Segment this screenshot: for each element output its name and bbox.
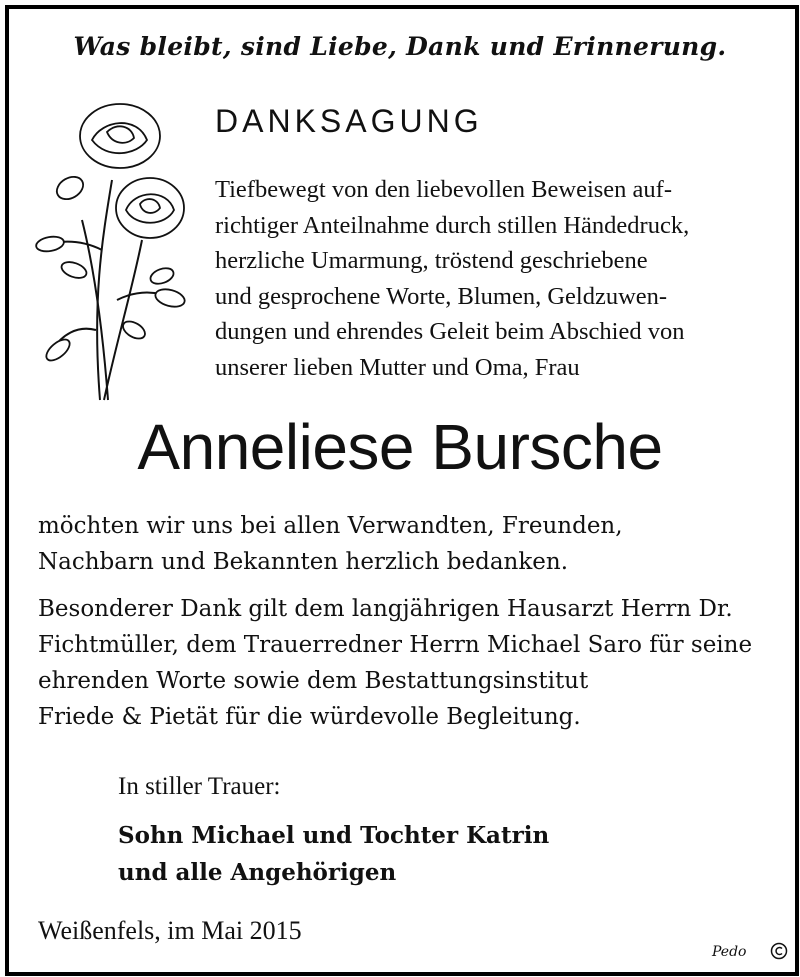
deceased-name: Anneliese Bursche — [137, 411, 663, 483]
paragraph-line: ehrenden Worte sowie dem Bestattungsinstitut — [38, 668, 589, 694]
intro-line: herzliche Umarmung, tröstend geschriebene — [215, 247, 648, 274]
designer-signature: Pedo — [712, 944, 747, 960]
copyright-icon — [770, 942, 788, 960]
place-date: Weißenfels, im Mai 2015 — [38, 916, 302, 945]
heading: DANKSAGUNG — [215, 103, 483, 139]
intro-line: und gesprochene Worte, Blumen, Geldzuwen- — [215, 282, 668, 310]
special-thanks-paragraph — [38, 591, 752, 735]
intro-line: richtiger Anteilnahme durch stillen Händedruck, — [215, 211, 690, 239]
paragraph-line: Besonderer Dank gilt dem langjährigen Hausarzt Herrn Dr. — [38, 596, 733, 622]
intro-text — [215, 172, 775, 385]
mourning-label: In stiller Trauer: — [118, 773, 281, 800]
thanks-paragraph — [38, 508, 623, 580]
intro-line: Tiefbewegt von den liebevollen Beweisen auf- — [215, 176, 672, 203]
paragraph-line: Nachbarn und Bekannten herzlich bedanken. — [38, 549, 569, 575]
paragraph-line: möchten wir uns bei allen Verwandten, Freunden, — [38, 513, 623, 539]
family-signatories — [118, 817, 549, 891]
intro-line: unserer lieben Mutter und Oma, Frau — [215, 353, 580, 381]
family-line: und alle Angehörigen — [118, 859, 397, 886]
motto: Was bleibt, sind Liebe, Dank und Erinnerung. — [73, 32, 727, 61]
paragraph-line: Fichtmüller, dem Trauerredner Herrn Michael Saro für seine — [38, 632, 753, 658]
family-line: Sohn Michael und Tochter Katrin — [118, 822, 550, 849]
intro-line: dungen und ehrendes Geleit beim Abschied von — [215, 318, 685, 345]
paragraph-line: Friede & Pietät für die würdevolle Begleitung. — [38, 704, 581, 730]
rose-icon — [22, 100, 202, 420]
